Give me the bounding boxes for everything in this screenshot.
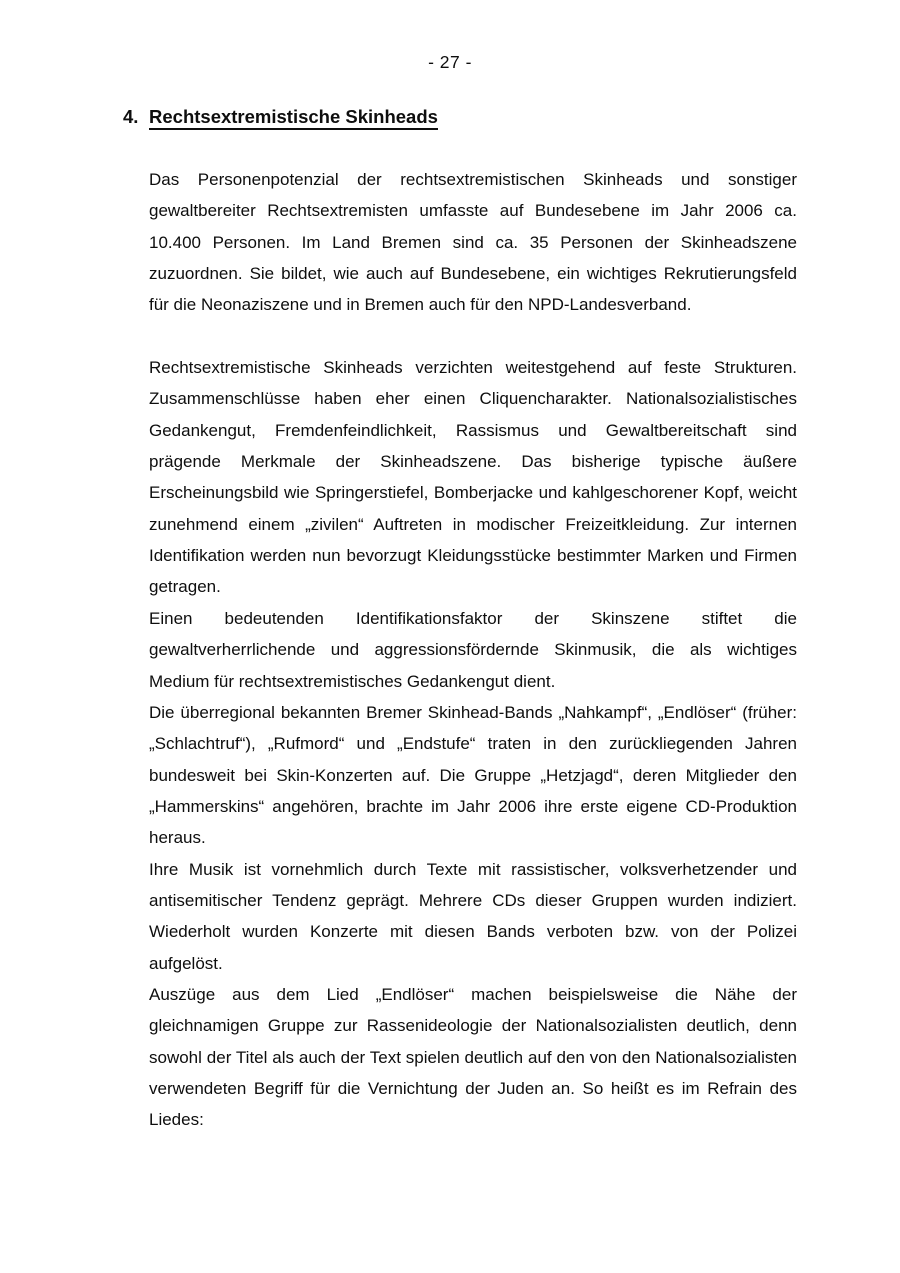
paragraph-texte-indiziert: Ihre Musik ist vornehmlich durch Texte mit rassistischer, volksverhetzender und antisemitischer Tendenz geprägt. Mehrere CDs dieser Gruppen wurden indiziert. Wiederholt wurden Konzerte mit diesen Bands verboten bzw. von der Polizei aufgelöst. — [149, 859, 797, 973]
section-heading-title: Rechtsextremistische Skinheads — [149, 106, 438, 130]
paragraph-lied-endloeser: Auszüge aus dem Lied „Endlöser“ machen beispielsweise die Nähe der gleichnamigen Gruppe zur Rassenideologie der Nationalsozialisten deutlich, denn sowohl der Titel als auch der Text spielen deutlich auf den von den Nationalsozialisten verwendeten Begriff für die Vernichtung der Juden an. So heißt es im Refrain des Liedes: — [149, 984, 797, 1130]
section-heading-number: 4. — [123, 106, 139, 127]
paragraph-strukturen: Rechtsextremistische Skinheads verzichten weitestgehend auf feste Strukturen. Zusammenschlüsse haben eher einen Cliquencharakter. Nationalsozialistisches Gedankengut, Fremdenfeindlichkeit, Rassismus und Gewaltbereitschaft sind prägende Merkmale der Skinheadszene. Das bisherige typische äußere Erscheinungsbild wie Springerstiefel, Bomberjacke und kahlgeschorener Kopf, weicht zunehmend einem „zivilen“ Auftreten in modischer Freizeitkleidung. Zur internen Identifikation werden nun bevorzugt Kleidungsstücke bestimmter Marken und Firmen getragen. — [149, 358, 797, 597]
page-number: - 27 - — [428, 52, 472, 72]
paragraph-personenpotenzial: Das Personenpotenzial der rechtsextremistischen Skinheads und sonstiger gewaltbereiter Rechtsextremisten umfasste auf Bundesebene im Jahr 2006 ca. 10.400 Personen. Im Land Bremen sind ca. 35 Personen der Skinheadszene zuzuordnen. Sie bildet, wie auch auf Bundesebene, ein wichtiges Rekrutierungsfeld für die Neonaziszene und in Bremen auch für den NPD-Landesverband. — [149, 170, 797, 315]
section-heading — [123, 105, 438, 129]
paragraph-bremer-bands: Die überregional bekannten Bremer Skinhead-Bands „Nahkampf“, „Endlöser“ (früher: „Schlachtruf“), „Rufmord“ und „Endstufe“ traten in den zurückliegenden Jahren bundesweit bei Skin-Konzerten auf. Die Gruppe „Hetzjagd“, deren Mitglieder den „Hammerskins“ angehören, brachte im Jahr 2006 ihre erste eigene CD-Produktion heraus. — [149, 702, 797, 848]
body-text — [149, 164, 797, 1136]
paragraph-skinmusik: Einen bedeutenden Identifikationsfaktor der Skinszene stiftet die gewaltverherrlichende und aggressionsfördernde Skinmusik, die als wichtiges Medium für rechtsextremistisches Gedankengut dient. — [149, 608, 797, 691]
